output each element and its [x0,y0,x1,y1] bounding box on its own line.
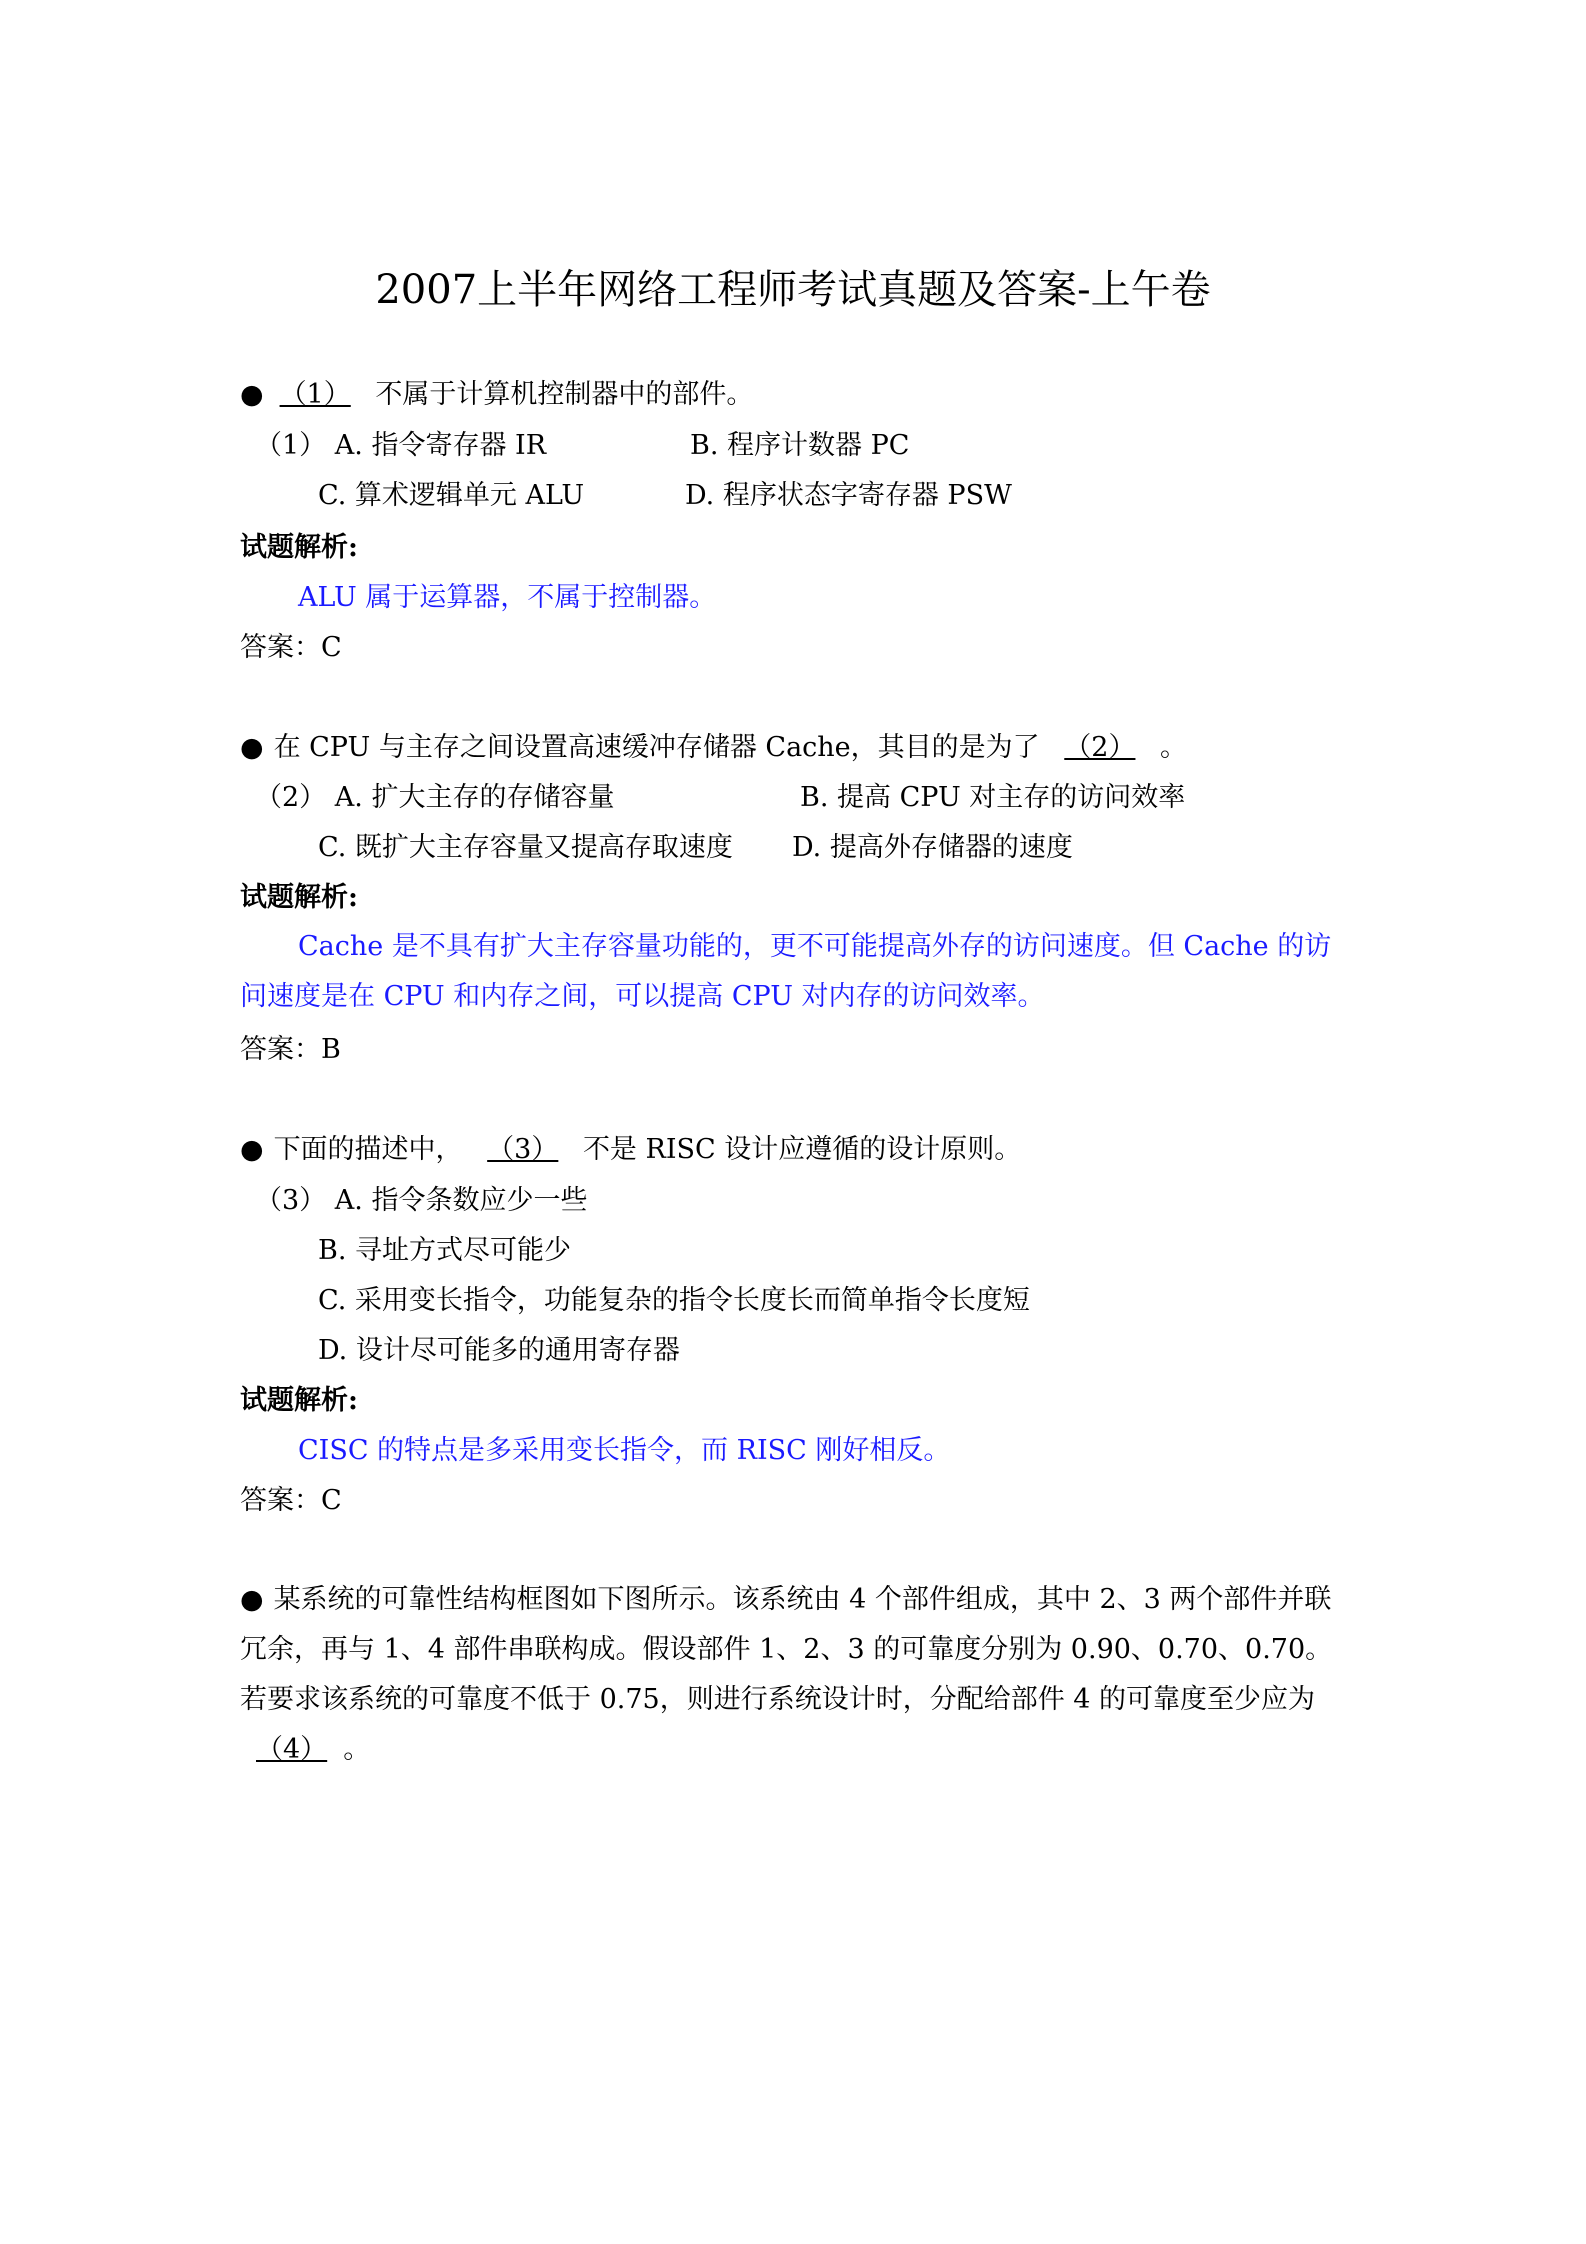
question-3-option-c: C. 采用变长指令，功能复杂的指令长度长而简单指令长度短 [318,1285,1030,1316]
question-2-text-pre: 在 CPU 与主存之间设置高速缓冲存储器 Cache，其目的是为了 [273,732,1040,763]
question-3-options-row-1 [255,1183,587,1219]
question-4-text: 某系统的可靠性结构框图如下图所示。该系统由 4 个部件组成，其中 2、3 两个部件并联冗余，再与 1、4 部件串联构成。假设部件 1、2、3 的可靠度分别为 0.90、0.70、0.70。若要求该系统的可靠度不低于 0.75，则进行系统设计时，分配给部件 4 的可靠度至少应为 [240,1584,1333,1715]
bullet-icon: ● [240,732,264,763]
question-1-option-b: B. 程序计数器 PC [690,430,910,461]
question-2-analysis: Cache 是不具有扩大主存容量功能的，更不可能提高外存的访问速度。但 Cache 的访问速度是在 CPU 和内存之间，可以提高 CPU 对内存的访问效率。 [240,931,1332,1012]
question-1-text: 不属于计算机控制器中的部件。 [375,379,754,410]
question-3-option-a: A. 指令条数应少一些 [334,1185,588,1216]
bullet-icon: ● [240,379,264,410]
question-3-number: （3） [255,1185,327,1216]
question-3-answer: 答案：C [240,1485,342,1516]
bullet-icon: ● [240,1134,264,1165]
question-3-option-d: D. 设计尽可能多的通用寄存器 [318,1335,680,1366]
question-2-options-row-1 [255,780,614,816]
question-3-analysis: CISC 的特点是多采用变长指令，而 RISC 刚好相反。 [298,1435,951,1466]
question-2-option-c: C. 既扩大主存容量又提高存取速度 [318,832,733,863]
question-1-option-a: A. 指令寄存器 IR [334,430,547,461]
question-3-stem [240,1132,1021,1168]
question-1-answer: 答案：C [240,632,342,663]
question-2-stem [240,730,1187,766]
question-3-text-post: 不是 RISC 设计应遵循的设计原则。 [582,1134,1022,1165]
question-3-blank: （3） [487,1134,559,1165]
question-2-option-a: A. 扩大主存的存储容量 [334,782,615,813]
question-4-blank: （4） [256,1734,328,1765]
question-4-stem [240,1575,1355,1775]
question-1-option-c: C. 算术逻辑单元 ALU [318,480,585,511]
question-4-text-post: 。 [343,1734,371,1765]
question-2-analysis-label: 试题解析: [240,882,358,913]
question-2-blank: （2） [1064,732,1136,763]
question-2-number: （2） [255,782,327,813]
question-1-analysis-label: 试题解析: [240,532,358,563]
question-3-option-b: B. 寻址方式尽可能少 [318,1235,572,1266]
question-1-options-row-1 [255,428,546,464]
question-1-analysis: ALU 属于运算器，不属于控制器。 [298,582,717,613]
question-3-text-pre: 下面的描述中， [273,1134,463,1165]
question-1-blank: （1） [279,379,351,410]
question-2-option-d: D. 提高外存储器的速度 [792,832,1073,863]
question-2-text-post: 。 [1160,732,1188,763]
question-1-number: （1） [255,430,327,461]
question-2-option-b: B. 提高 CPU 对主存的访问效率 [800,782,1186,813]
question-1-stem [240,377,753,413]
document-title: 2007上半年网络工程师考试真题及答案-上午卷 [375,267,1211,313]
question-1-option-d: D. 程序状态字寄存器 PSW [685,480,1012,511]
question-2-answer: 答案：B [240,1034,341,1065]
bullet-icon: ● [240,1584,264,1615]
question-3-analysis-label: 试题解析: [240,1385,358,1416]
